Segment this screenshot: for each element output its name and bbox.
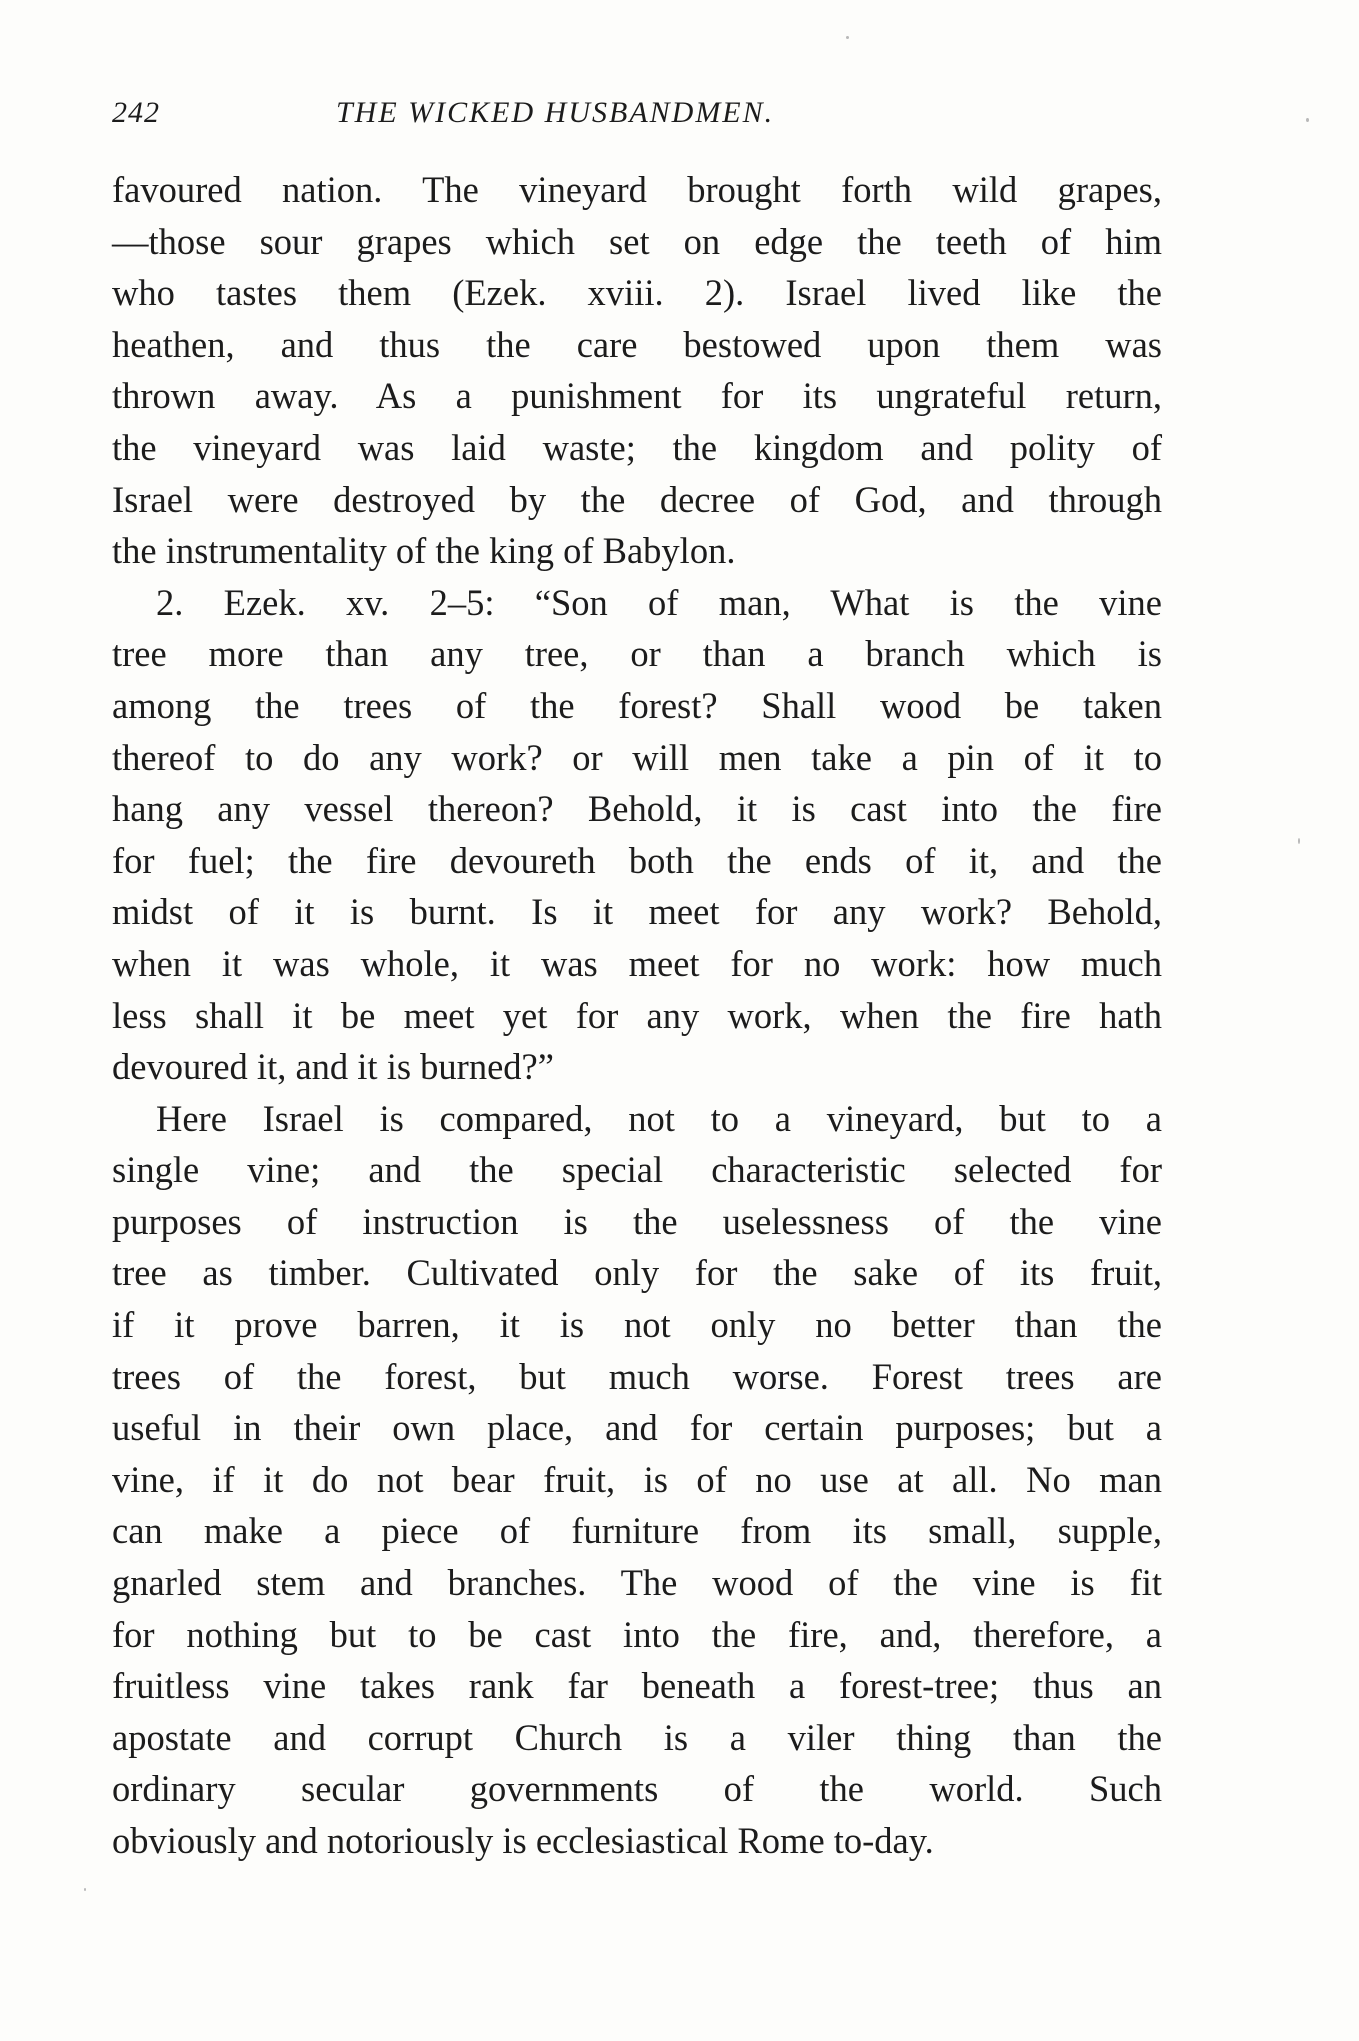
text-line: purposes of instruction is the uselessness of the vine (112, 1200, 1162, 1242)
text-line: for nothing but to be cast into the fire, and, therefore, a (112, 1613, 1162, 1655)
text-line: thereof to do any work? or will men take a pin of it to (112, 736, 1162, 778)
text-line: the vineyard was laid waste; the kingdom and polity of (112, 426, 1162, 468)
text-line: vine, if it do not bear fruit, is of no use at all. No man (112, 1458, 1162, 1500)
text-line: hang any vessel thereon? Behold, it is cast into the fire (112, 788, 1162, 830)
scan-speck (1298, 838, 1300, 844)
text-line: the instrumentality of the king of Babylon. (112, 530, 736, 572)
text-line: Israel were destroyed by the decree of God, and through (112, 478, 1162, 520)
text-line: tree as timber. Cultivated only for the sake of its fruit, (112, 1252, 1162, 1294)
text-line: —those sour grapes which set on edge the teeth of him (112, 220, 1162, 262)
text-line: if it prove barren, it is not only no better than the (112, 1304, 1162, 1346)
text-line: fruitless vine takes rank far beneath a forest-tree; thus an (112, 1665, 1162, 1707)
text-line: trees of the forest, but much worse. Forest trees are (112, 1355, 1162, 1397)
scan-speck (84, 1888, 86, 1891)
page-number: 242 (112, 96, 160, 129)
text-line: when it was whole, it was meet for no work: how much (112, 942, 1162, 984)
body-text (112, 164, 1162, 1867)
running-title: THE WICKED HUSBANDMEN. (336, 96, 775, 129)
text-line: thrown away. As a punishment for its ungrateful return, (112, 375, 1162, 417)
text-line: apostate and corrupt Church is a viler thing than the (112, 1716, 1162, 1758)
text-line: devoured it, and it is burned?” (112, 1046, 554, 1088)
text-line: less shall it be meet yet for any work, when the fire hath (112, 994, 1162, 1036)
text-line: among the trees of the forest? Shall wood be taken (112, 684, 1162, 726)
text-line: 2. Ezek. xv. 2–5: “Son of man, What is the vine (156, 581, 1162, 623)
text-line: gnarled stem and branches. The wood of the vine is fit (112, 1562, 1162, 1604)
text-line: Here Israel is compared, not to a vineyard, but to a (156, 1097, 1162, 1139)
running-head (0, 96, 1359, 136)
scan-speck (846, 36, 849, 39)
text-line: obviously and notoriously is ecclesiastical Rome to-day. (112, 1820, 934, 1861)
text-line: useful in their own place, and for certain purposes; but a (112, 1407, 1162, 1449)
scan-speck (1306, 118, 1309, 122)
text-line: favoured nation. The vineyard brought forth wild grapes, (112, 169, 1162, 210)
text-line: tree more than any tree, or than a branch which is (112, 633, 1162, 675)
text-line: ordinary secular governments of the world. Such (112, 1768, 1162, 1810)
text-line: who tastes them (Ezek. xviii. 2). Israel lived like the (112, 272, 1162, 314)
text-line: midst of it is burnt. Is it meet for any work? Behold, (112, 891, 1162, 933)
text-line: can make a piece of furniture from its small, supple, (112, 1510, 1162, 1552)
text-line: heathen, and thus the care bestowed upon them was (112, 323, 1162, 365)
text-line: single vine; and the special characteristic selected for (112, 1149, 1162, 1191)
text-line: for fuel; the fire devoureth both the ends of it, and the (112, 839, 1162, 881)
